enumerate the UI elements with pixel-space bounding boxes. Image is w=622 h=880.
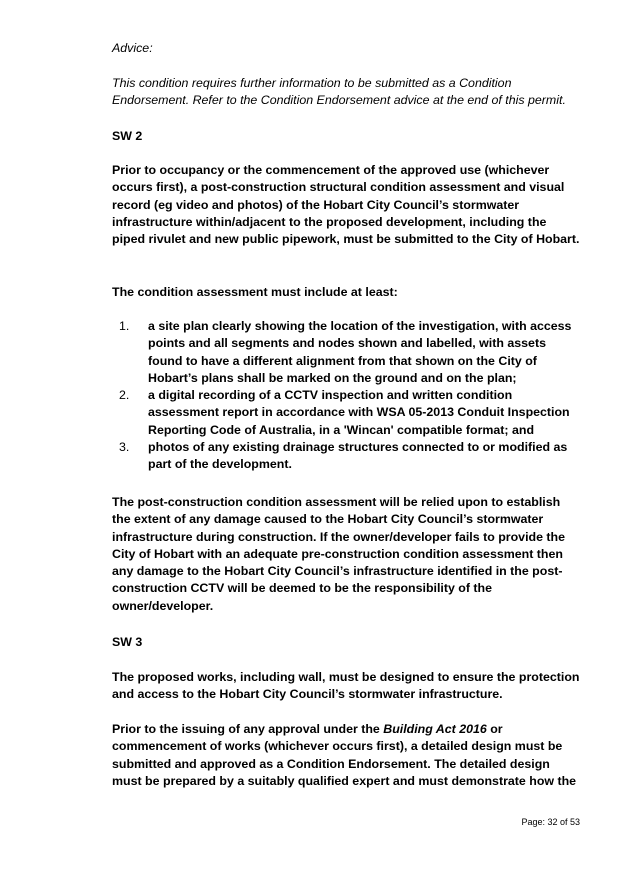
sw2-heading: SW 2	[112, 129, 143, 143]
page-number: Page: 32 of 53	[521, 817, 580, 827]
sw2-paragraph-3: The post-construction condition assessment will be relied upon to establish the extent of any damage caused to the Hobart City Council’s stormwater infrastructure during construction. If the owner/developer fails to provide the City of Hobart with an adequate pre-construction condition assessment then any damage to the Hobart City Council’s infrastructure identified in the post-construction CCTV will be deemed to be the responsibility of the owner/developer.	[112, 495, 566, 613]
list-item	[112, 439, 582, 474]
condition-assessment-list	[112, 318, 582, 474]
list-item	[112, 387, 582, 439]
list-item-number: 1.	[119, 319, 130, 333]
advice-text: This condition requires further information to be submitted as a Condition Endorsement. Refer to the Condition Endorsement advice at the end of this permit.	[112, 76, 566, 108]
list-item-number: 3.	[119, 440, 130, 455]
sw3-heading: SW 3	[112, 635, 143, 649]
sw3-paragraph-1: The proposed works, including wall, must be designed to ensure the protection and access to the Hobart City Council’s stormwater infrastructure.	[112, 670, 580, 702]
advice-heading: Advice:	[112, 41, 153, 55]
list-item-text: a site plan clearly showing the location of the investigation, with access points and all segments and nodes shown and labelled, with assets found to have a different alignment from that shown on the City of Hobart’s plans shall be marked on the ground and on the plan;	[148, 319, 572, 385]
sw2-paragraph-1: Prior to occupancy or the commencement of the approved use (whichever occurs first), a post-construction structural condition assessment and visual record (eg video and photos) of the Hobart City Council’s stormwater infrastructure within/adjacent to the proposed development, including the piped rivulet and new public pipework, must be submitted to the City of Hobart.	[112, 163, 580, 247]
sw2-paragraph-2: The condition assessment must include at least:	[112, 285, 398, 299]
sw3-paragraph-2-start: Prior to the issuing of any approval under the	[112, 722, 384, 736]
sw3-paragraph-2	[112, 721, 582, 790]
list-item	[112, 318, 582, 387]
sw3-paragraph-2-end: or commencement of works (whichever occurs first), a detailed design must be submitted and approved as a Condition Endorsement. The detailed design must be prepared by a suitably qualified expert and must demonstrate how the	[112, 722, 577, 788]
list-item-text: a digital recording of a CCTV inspection and written condition assessment report in accordance with WSA 05-2013 Conduit Inspection Reporting Code of Australia, in a 'Wincan' compatible format; and	[148, 388, 570, 437]
list-item-text: photos of any existing drainage structures connected to or modified as part of the development.	[148, 440, 568, 472]
building-act-title: Building Act 2016	[383, 722, 487, 736]
list-item-number: 2.	[119, 388, 130, 403]
